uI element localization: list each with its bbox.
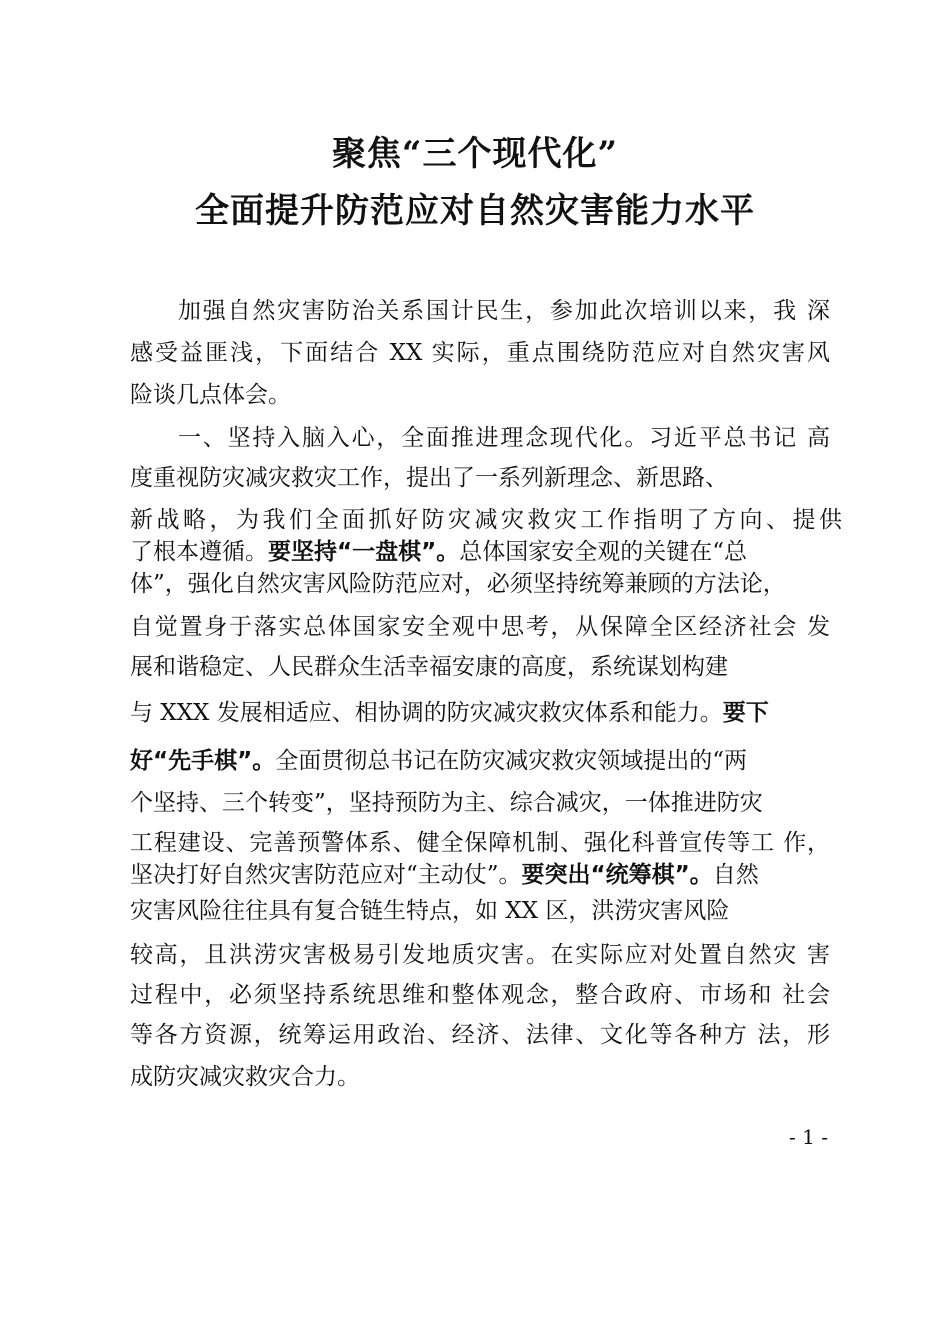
text-run: 自然 bbox=[712, 862, 759, 888]
text-run: 坚决打好自然灾害防范应对“主动仗”。 bbox=[130, 862, 522, 888]
bold-heading-yaoxia: 要下 bbox=[722, 700, 769, 726]
paragraph-1-line-2: 感受益匪浅，下面结合 XX 实际，重点围绕防范应对自然灾害风 bbox=[130, 340, 830, 366]
bold-heading-xianshouqi: 好“先手棋”。 bbox=[130, 748, 276, 774]
text-run: 了根本遵循。 bbox=[130, 539, 268, 565]
paragraph-1-line-3: 险谈几点体会。 bbox=[130, 382, 291, 408]
paragraph-2-line-2: 度重视防灾减灾救灾工作，提出了一系列新理念、新思路、 bbox=[130, 465, 728, 491]
paragraph-2-line-8 bbox=[130, 698, 830, 728]
paragraph-2-line-15: 过程中，必须坚持系统思维和整体观念，整合政府、市场和 社会 bbox=[130, 982, 830, 1008]
bold-heading-tongchouqi: 要突出“统筹棋”。 bbox=[521, 862, 713, 888]
paragraph-2-line-13: 灾害风险往往具有复合链生特点，如 XX 区，洪涝灾害风险 bbox=[130, 898, 730, 924]
text-run: 全面贯彻总书记在防灾减灾救灾领域提出的“两 bbox=[275, 748, 747, 774]
paragraph-2-line-6: 自觉置身于落实总体国家安全观中思考，从保障全区经济社会 发 bbox=[130, 614, 830, 640]
paragraph-2-line-12 bbox=[130, 860, 830, 890]
text-run: 总体国家安全观的关键在“总 bbox=[459, 539, 747, 565]
paragraph-2-line-7: 展和谐稳定、人民群众生活幸福安康的高度，系统谋划构建 bbox=[130, 654, 728, 680]
paragraph-2-line-14: 较高，且洪涝灾害极易引发地质灾害。在实际应对处置自然灾 害 bbox=[130, 942, 830, 968]
bold-heading-yipanqi: 要坚持“一盘棋”。 bbox=[268, 539, 460, 565]
paragraph-2-line-5: 体”，强化自然灾害风险防范应对，必须坚持统筹兼顾的方法论， bbox=[130, 571, 786, 597]
paragraph-2-line-3: 新战略，为我们全面抓好防灾减灾救灾工作指明了方向、提供 bbox=[130, 507, 842, 533]
text-run: 与 XXX 发展相适应、相协调的防灾减灾救灾体系和能力。 bbox=[130, 700, 723, 726]
title-line-1: 聚焦“三个现代化” bbox=[331, 134, 619, 174]
page-number: - 1 - bbox=[789, 1125, 828, 1149]
paragraph-2-line-1: 一、坚持入脑入心，全面推进理念现代化。习近平总书记 高 bbox=[178, 425, 830, 451]
paragraph-2-line-4 bbox=[130, 537, 830, 567]
title-line-2: 全面提升防范应对自然灾害能力水平 bbox=[195, 191, 755, 231]
paragraph-2-line-16: 等各方资源，统筹运用政治、经济、法律、文化等各种方 法，形 bbox=[130, 1022, 830, 1048]
paragraph-2-line-9 bbox=[130, 746, 830, 776]
paragraph-2-line-11: 工程建设、完善预警体系、健全保障机制、强化科普宣传等工 作， bbox=[130, 830, 830, 856]
paragraph-2-line-10: 个坚持、三个转变”，坚持预防为主、综合减灾，一体推进防灾 bbox=[130, 790, 763, 816]
paragraph-2-line-17: 成防灾减灾救灾合力。 bbox=[130, 1064, 360, 1090]
paragraph-1-line-1: 加强自然灾害防治关系国计民生，参加此次培训以来，我 深 bbox=[178, 298, 830, 324]
